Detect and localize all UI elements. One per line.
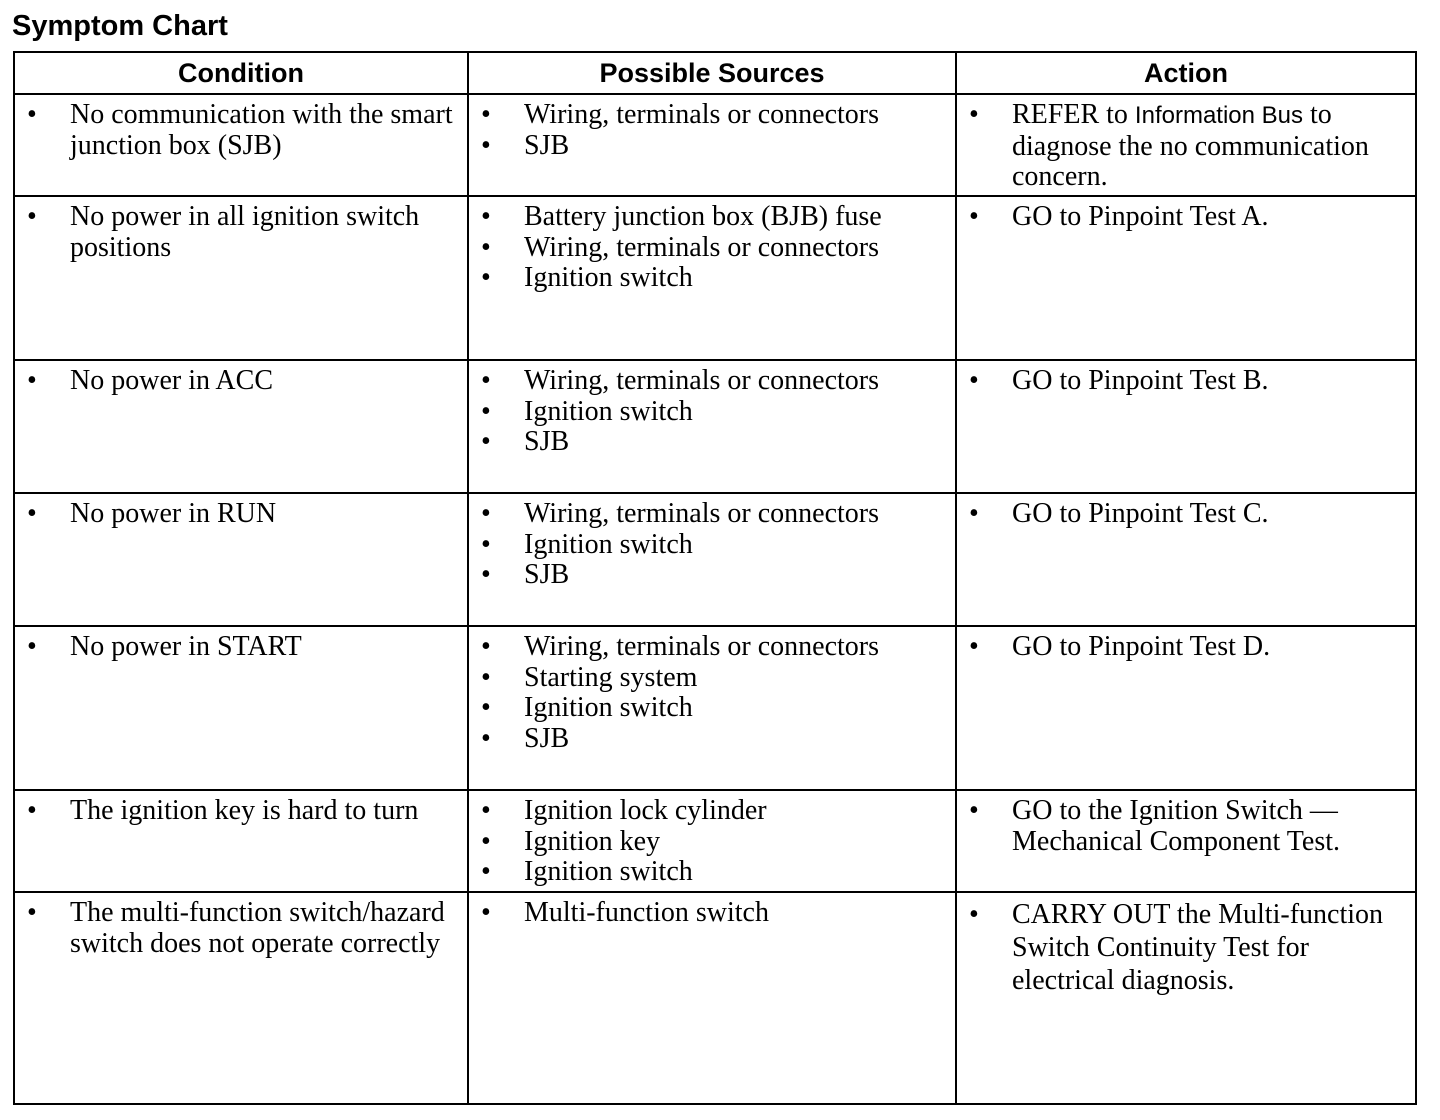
table-row bbox=[14, 196, 1416, 360]
condition-cell bbox=[14, 360, 468, 493]
source-item: • Multi-function switch bbox=[469, 898, 955, 929]
source-item: • SJB bbox=[469, 427, 955, 458]
table-row bbox=[14, 493, 1416, 626]
source-item: • SJB bbox=[469, 560, 955, 591]
sources-cell bbox=[468, 493, 956, 626]
source-item: • Wiring, terminals or connectors bbox=[469, 632, 955, 663]
source-item: • Ignition key bbox=[469, 827, 955, 858]
action-text: • GO to Pinpoint Test B. bbox=[957, 366, 1415, 397]
source-item: • SJB bbox=[469, 724, 955, 755]
source-item: • Ignition switch bbox=[469, 857, 955, 888]
action-cell bbox=[956, 892, 1416, 1104]
sources-cell bbox=[468, 892, 956, 1104]
source-item: • Starting system bbox=[469, 663, 955, 694]
sources-cell bbox=[468, 360, 956, 493]
information-bus-reference: Information Bus bbox=[1134, 102, 1304, 129]
condition-cell bbox=[14, 196, 468, 360]
source-item: • Wiring, terminals or connectors bbox=[469, 366, 955, 397]
action-text: • GO to Pinpoint Test C. bbox=[957, 499, 1415, 530]
source-item: • Ignition switch bbox=[469, 397, 955, 428]
condition-cell bbox=[14, 790, 468, 892]
chart-title: Symptom Chart bbox=[12, 10, 228, 42]
header-action: Action bbox=[956, 52, 1416, 94]
source-item: • Wiring, terminals or connectors bbox=[469, 233, 955, 264]
condition-text: • The multi-function switch/hazard switch does not operate correctly bbox=[15, 898, 467, 959]
table-row bbox=[14, 360, 1416, 493]
action-cell bbox=[956, 626, 1416, 790]
table-row bbox=[14, 94, 1416, 196]
action-text: • GO to Pinpoint Test A. bbox=[957, 202, 1415, 233]
source-item: • Ignition switch bbox=[469, 693, 955, 724]
action-text bbox=[957, 100, 1415, 193]
action-text-post: to diagnose the no communication concern. bbox=[1012, 99, 1369, 193]
action-cell bbox=[956, 790, 1416, 892]
action-cell bbox=[956, 94, 1416, 196]
action-text-pre: REFER to bbox=[1012, 99, 1135, 130]
header-row bbox=[14, 52, 1416, 94]
action-cell bbox=[956, 493, 1416, 626]
condition-cell bbox=[14, 493, 468, 626]
source-item: • SJB bbox=[469, 131, 955, 162]
action-cell bbox=[956, 360, 1416, 493]
condition-text: • No power in START bbox=[15, 632, 467, 663]
action-text: • CARRY OUT the Multi-function Switch Continuity Test for electrical diagnosis. bbox=[957, 898, 1415, 997]
sources-cell bbox=[468, 790, 956, 892]
source-item: • Ignition lock cylinder bbox=[469, 796, 955, 827]
condition-text: • No communication with the smart junction box (SJB) bbox=[15, 100, 467, 161]
condition-cell bbox=[14, 892, 468, 1104]
action-text: • GO to the Ignition Switch — Mechanical Component Test. bbox=[957, 796, 1415, 857]
condition-text: • No power in ACC bbox=[15, 366, 467, 397]
condition-cell bbox=[14, 626, 468, 790]
condition-text: • No power in RUN bbox=[15, 499, 467, 530]
sources-cell bbox=[468, 196, 956, 360]
header-condition: Condition bbox=[14, 52, 468, 94]
condition-text: • The ignition key is hard to turn bbox=[15, 796, 467, 827]
sources-cell bbox=[468, 94, 956, 196]
table-row bbox=[14, 892, 1416, 1104]
header-possible-sources: Possible Sources bbox=[468, 52, 956, 94]
source-item: • Wiring, terminals or connectors bbox=[469, 100, 955, 131]
action-cell bbox=[956, 196, 1416, 360]
condition-cell bbox=[14, 94, 468, 196]
source-item: • Ignition switch bbox=[469, 263, 955, 294]
table-row bbox=[14, 790, 1416, 892]
source-item: • Battery junction box (BJB) fuse bbox=[469, 202, 955, 233]
sources-cell bbox=[468, 626, 956, 790]
condition-text: • No power in all ignition switch positions bbox=[15, 202, 467, 263]
source-item: • Ignition switch bbox=[469, 530, 955, 561]
symptom-table bbox=[13, 51, 1417, 1105]
action-text: • GO to Pinpoint Test D. bbox=[957, 632, 1415, 663]
table-row bbox=[14, 626, 1416, 790]
source-item: • Wiring, terminals or connectors bbox=[469, 499, 955, 530]
